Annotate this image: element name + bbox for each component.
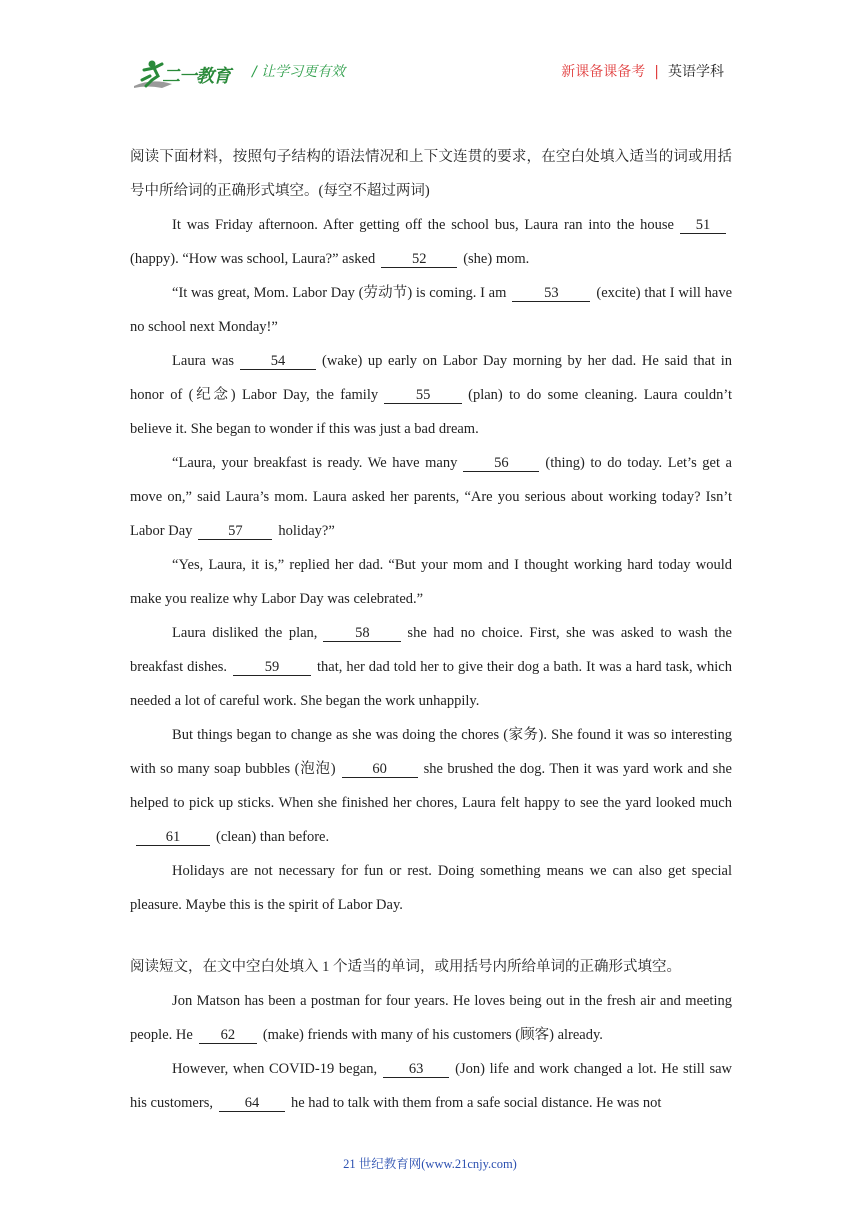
document-body [130,140,732,1120]
tag-course: 新课备课备考 [561,64,646,80]
page-footer: 21 世纪教育网(www.21cnjy.com) [343,1157,517,1171]
paragraph: “Yes, Laura, it is,” replied her dad. “But your mom and I thought working hard today would make you realize why Labor Day was celebrated.” [130,557,732,607]
tag-separator: | [654,64,659,80]
slogan: / 让学习更有效 [252,64,346,80]
blank-59[interactable]: 59 [233,659,311,676]
section1-instruction: 阅读下面材料，按照句子结构的语法情况和上下文连贯的要求，在空白处填入适当的词或用括号中所给词的正确形式填空。(每空不超过两词) [130,149,732,199]
paragraph: However, when COVID-19 began, 63 (Jon) life and work changed a lot. He still saw his customers, 64 he had to talk with them from a safe social distance. He was not [130,1061,733,1111]
blank-63[interactable]: 63 [383,1061,449,1078]
logo-text: 二一教育 [162,66,230,87]
paragraph: But things began to change as she was doing the chores (家务). She found it was so interesting with so many soap bubbles (泡泡) 60 she brushed the dog. Then it was yard work and she helped to pick up sticks. When she finished her chores, Laura felt happy to see the yard looked much61 (clean) than before. [130,727,732,845]
brand-logo [132,58,242,92]
blank-61[interactable]: 61 [136,829,210,846]
section2-instruction: 阅读短文，在文中空白处填入 1 个适当的单词，或用括号内所给单词的正确形式填空。 [130,959,681,975]
tag-subject: 英语学科 [668,64,724,80]
paragraph: Laura disliked the plan, 58 she had no choice. First, she was asked to wash the breakfast dishes. 59 that, her dad told her to give their dog a bath. It was a hard task, which needed a lot of careful work. She began the work unhappily. [130,625,732,709]
blank-52[interactable]: 52 [381,251,457,268]
subject-tags [561,61,724,81]
blank-54[interactable]: 54 [240,353,316,370]
page-header [0,0,860,110]
paragraph: Laura was 54 (wake) up early on Labor Day morning by her dad. He said that in honor of (纪念) Labor Day, the family 55 (plan) to do some cleaning. Laura couldn’t believe it. She began to wonder if this was just a bad dream. [130,353,733,437]
paragraph: Holidays are not necessary for fun or rest. Doing something means we can also get special pleasure. Maybe this is the spirit of Labor Day. [130,863,732,913]
blank-64[interactable]: 64 [219,1095,285,1112]
paragraph: Jon Matson has been a postman for four years. He loves being out in the fresh air and meeting people. He 62 (make) friends with many of his customers (顾客) already. [130,993,732,1043]
blank-57[interactable]: 57 [198,523,272,540]
paragraph: It was Friday afternoon. After getting off the school bus, Laura ran into the house 51(happy). “How was school, Laura?” asked 52 (she) mom. [130,208,732,276]
blank-58[interactable]: 58 [323,625,401,642]
blank-51[interactable]: 51 [680,217,726,234]
paragraph: “It was great, Mom. Labor Day (劳动节) is coming. I am 53 (excite) that I will have no school next Monday!” [130,285,732,335]
blank-53[interactable]: 53 [512,285,590,302]
blank-56[interactable]: 56 [463,455,539,472]
blank-62[interactable]: 62 [199,1027,257,1044]
blank-60[interactable]: 60 [342,761,418,778]
blank-55[interactable]: 55 [384,387,462,404]
paragraph: “Laura, your breakfast is ready. We have many 56 (thing) to do today. Let’s get a move on,” said Laura’s mom. Laura asked her parents, “Are you serious about working today? Isn’t Labor Day 57 holiday?” [130,455,732,539]
